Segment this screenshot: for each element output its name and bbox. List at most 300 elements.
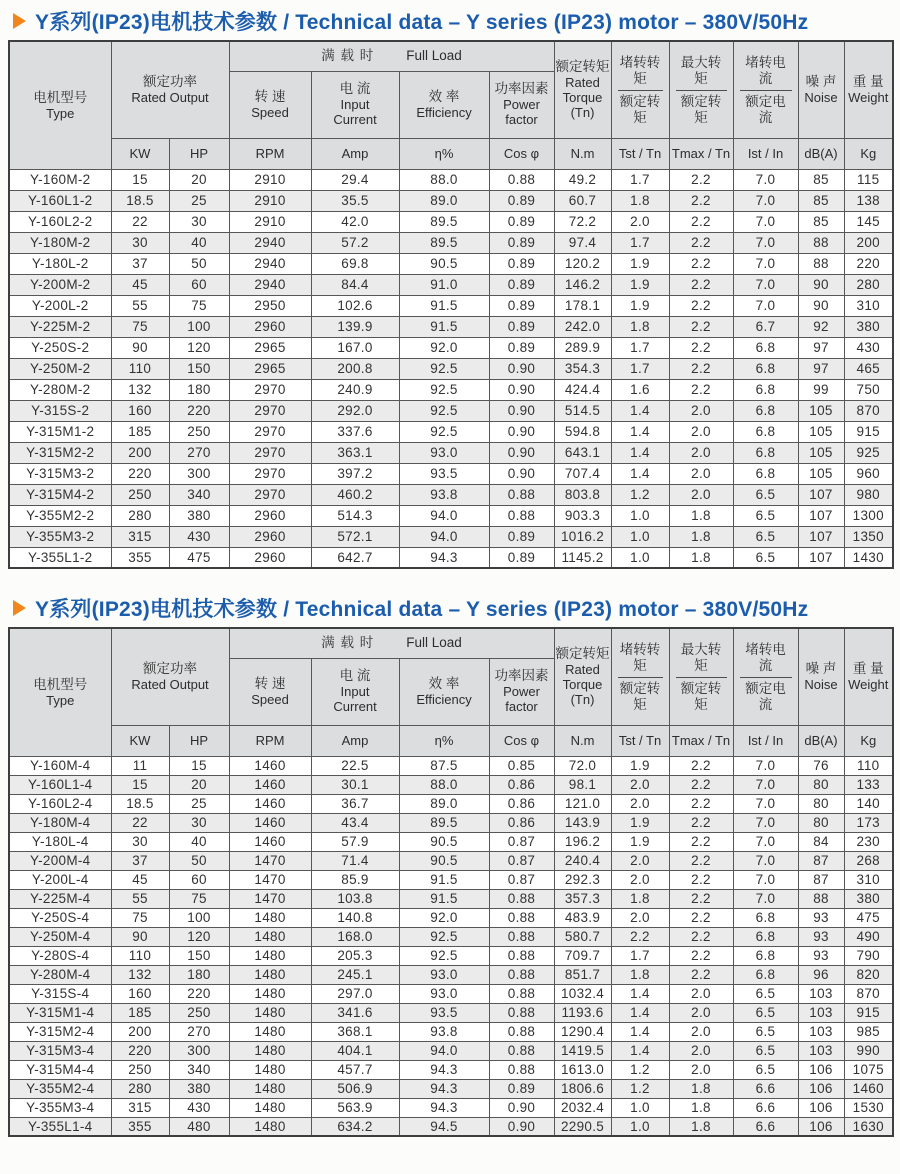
unit-nm: N.m [554,725,611,756]
col-header-speed: 转 速 Speed [229,71,311,138]
spec-value-cell: 50 [169,851,229,870]
spec-value-cell: 514.3 [311,505,399,526]
spec-value-cell: 2965 [229,337,311,358]
table-row [9,400,893,421]
spec-value-cell: 2.0 [669,442,733,463]
spec-value-cell: 25 [169,190,229,211]
spec-value-cell: 250 [169,1003,229,1022]
spec-value-cell: 0.90 [489,421,554,442]
spec-value-cell: 1.2 [611,1079,669,1098]
spec-value-cell: 91.0 [399,274,489,295]
spec-value-cell: 7.0 [733,169,798,190]
spec-value-cell: 6.8 [733,946,798,965]
spec-value-cell: 37 [111,851,169,870]
motor-type-cell: Y-200L-4 [9,870,111,889]
spec-value-cell: 6.5 [733,1022,798,1041]
spec-value-cell: 6.5 [733,984,798,1003]
table-row [9,442,893,463]
spec-value-cell: 1480 [229,946,311,965]
spec-value-cell: 71.4 [311,851,399,870]
spec-value-cell: 84.4 [311,274,399,295]
spec-value-cell: 1613.0 [554,1060,611,1079]
spec-value-cell: 430 [844,337,893,358]
table-body [9,756,893,1136]
spec-value-cell: 88 [798,232,844,253]
motor-type-cell: Y-315M4-2 [9,484,111,505]
spec-value-cell: 2.2 [669,832,733,851]
table-row [9,794,893,813]
spec-value-cell: 132 [111,379,169,400]
spec-value-cell: 89.5 [399,211,489,232]
motor-type-cell: Y-160M-4 [9,756,111,775]
spec-value-cell: 220 [111,1041,169,1060]
spec-value-cell: 146.2 [554,274,611,295]
spec-value-cell: 94.3 [399,1098,489,1117]
motor-type-cell: Y-180M-2 [9,232,111,253]
section-title-text: Y系列(IP23)电机技术参数 / Technical data – Y series (IP23) motor – 380V/50Hz [35,10,809,34]
spec-value-cell: 40 [169,232,229,253]
spec-value-cell: 85 [798,190,844,211]
table-row [9,1098,893,1117]
spec-value-cell: 250 [111,1060,169,1079]
spec-value-cell: 29.4 [311,169,399,190]
spec-value-cell: 2.2 [669,794,733,813]
spec-value-cell: 380 [844,316,893,337]
spec-value-cell: 2950 [229,295,311,316]
spec-value-cell: 424.4 [554,379,611,400]
spec-value-cell: 7.0 [733,851,798,870]
spec-value-cell: 94.5 [399,1117,489,1136]
unit-tmax-tn: Tmax / Tn [669,138,733,169]
table-row [9,1041,893,1060]
spec-value-cell: 105 [798,400,844,421]
spec-value-cell: 1.4 [611,463,669,484]
spec-value-cell: 354.3 [554,358,611,379]
spec-value-cell: 85 [798,169,844,190]
spec-value-cell: 341.6 [311,1003,399,1022]
spec-value-cell: 594.8 [554,421,611,442]
unit-tmax-tn: Tmax / Tn [669,725,733,756]
spec-value-cell: 6.5 [733,1003,798,1022]
spec-value-cell: 2.0 [669,1041,733,1060]
spec-value-cell: 310 [844,870,893,889]
spec-value-cell: 572.1 [311,526,399,547]
spec-value-cell: 22 [111,813,169,832]
spec-value-cell: 133 [844,775,893,794]
spec-value-cell: 92.5 [399,946,489,965]
spec-value-cell: 2.2 [669,316,733,337]
unit-nm: N.m [554,138,611,169]
table-row [9,1003,893,1022]
motor-type-cell: Y-355L1-4 [9,1117,111,1136]
spec-value-cell: 1.8 [611,190,669,211]
spec-value-cell: 6.6 [733,1079,798,1098]
col-header-locked-torque-ratio: 堵转转矩 额定转矩 [611,628,669,725]
motor-type-cell: Y-200M-4 [9,851,111,870]
spec-value-cell: 1075 [844,1060,893,1079]
spec-value-cell: 2.2 [669,211,733,232]
unit-tst-tn: Tst / Tn [611,138,669,169]
spec-value-cell: 93 [798,927,844,946]
spec-value-cell: 6.8 [733,908,798,927]
spec-value-cell: 0.85 [489,756,554,775]
spec-value-cell: 315 [111,526,169,547]
table-row [9,756,893,775]
spec-value-cell: 120.2 [554,253,611,274]
unit-tst-tn: Tst / Tn [611,725,669,756]
spec-value-cell: 870 [844,984,893,1003]
col-header-full-load: 满 载 时 Full Load [229,628,554,658]
spec-value-cell: 102.6 [311,295,399,316]
spec-value-cell: 368.1 [311,1022,399,1041]
spec-value-cell: 88.0 [399,169,489,190]
spec-value-cell: 87 [798,870,844,889]
spec-value-cell: 0.89 [489,232,554,253]
spec-value-cell: 642.7 [311,547,399,568]
spec-value-cell: 1350 [844,526,893,547]
spec-value-cell: 87.5 [399,756,489,775]
spec-value-cell: 0.89 [489,211,554,232]
spec-value-cell: 30 [111,832,169,851]
spec-value-cell: 15 [169,756,229,775]
spec-value-cell: 85.9 [311,870,399,889]
spec-value-cell: 92.0 [399,337,489,358]
spec-value-cell: 103 [798,1041,844,1060]
spec-value-cell: 1480 [229,965,311,984]
spec-value-cell: 355 [111,547,169,568]
spec-value-cell: 145 [844,211,893,232]
col-header-locked-current-ratio: 堵转电流 额定电流 [733,628,798,725]
spec-value-cell: 37 [111,253,169,274]
spec-value-cell: 1480 [229,1098,311,1117]
spec-value-cell: 1.2 [611,484,669,505]
spec-value-cell: 250 [169,421,229,442]
table-row [9,421,893,442]
spec-value-cell: 7.0 [733,295,798,316]
spec-value-cell: 1480 [229,1060,311,1079]
spec-value-cell: 2.2 [669,253,733,274]
table-row [9,1079,893,1098]
unit-cos-phi: Cos φ [489,138,554,169]
spec-value-cell: 40 [169,832,229,851]
spec-value-cell: 150 [169,946,229,965]
spec-value-cell: 2.2 [669,232,733,253]
spec-value-cell: 2.0 [669,400,733,421]
spec-value-cell: 380 [844,889,893,908]
table-body [9,169,893,568]
spec-value-cell: 0.87 [489,832,554,851]
spec-value-cell: 1.8 [669,1098,733,1117]
spec-value-cell: 0.88 [489,965,554,984]
unit-rpm: RPM [229,138,311,169]
spec-value-cell: 105 [798,442,844,463]
table-row [9,190,893,211]
spec-value-cell: 94.3 [399,1079,489,1098]
spec-value-cell: 200.8 [311,358,399,379]
spec-value-cell: 107 [798,526,844,547]
col-header-current: 电 流 Input Current [311,658,399,725]
spec-value-cell: 55 [111,889,169,908]
motor-type-cell: Y-250M-2 [9,358,111,379]
motor-table-section-2pole [8,7,892,569]
spec-value-cell: 1530 [844,1098,893,1117]
spec-value-cell: 160 [111,984,169,1003]
col-header-rated-output: 额定功率 Rated Output [111,628,229,725]
spec-value-cell: 30 [111,232,169,253]
spec-value-cell: 6.8 [733,400,798,421]
motor-type-cell: Y-355M2-2 [9,505,111,526]
spec-value-cell: 0.88 [489,1060,554,1079]
spec-value-cell: 89.5 [399,813,489,832]
spec-value-cell: 903.3 [554,505,611,526]
spec-value-cell: 6.8 [733,421,798,442]
spec-value-cell: 0.88 [489,505,554,526]
table-row [9,889,893,908]
spec-value-cell: 43.4 [311,813,399,832]
spec-value-cell: 87 [798,851,844,870]
unit-rpm: RPM [229,725,311,756]
spec-value-cell: 1032.4 [554,984,611,1003]
spec-value-cell: 76 [798,756,844,775]
spec-value-cell: 315 [111,1098,169,1117]
spec-value-cell: 0.90 [489,442,554,463]
spec-value-cell: 103.8 [311,889,399,908]
spec-value-cell: 2.0 [611,211,669,232]
spec-value-cell: 30 [169,211,229,232]
spec-value-cell: 140 [844,794,893,813]
spec-value-cell: 250 [111,484,169,505]
spec-value-cell: 2960 [229,316,311,337]
spec-value-cell: 107 [798,484,844,505]
spec-value-cell: 1480 [229,1003,311,1022]
spec-value-cell: 475 [844,908,893,927]
spec-value-cell: 1.0 [611,547,669,568]
spec-value-cell: 2.2 [669,295,733,316]
spec-value-cell: 820 [844,965,893,984]
spec-value-cell: 1480 [229,984,311,1003]
col-header-type: 电机型号 Type [9,628,111,756]
spec-value-cell: 1145.2 [554,547,611,568]
spec-value-cell: 490 [844,927,893,946]
motor-type-cell: Y-225M-4 [9,889,111,908]
spec-value-cell: 1460 [844,1079,893,1098]
motor-type-cell: Y-315M4-4 [9,1060,111,1079]
spec-value-cell: 2970 [229,442,311,463]
spec-value-cell: 480 [169,1117,229,1136]
spec-value-cell: 6.6 [733,1098,798,1117]
spec-value-cell: 132 [111,965,169,984]
motor-type-cell: Y-315M3-2 [9,463,111,484]
spec-value-cell: 20 [169,169,229,190]
col-header-full-load: 满 载 时 Full Load [229,41,554,71]
col-header-max-torque-ratio: 最大转矩 额定转矩 [669,41,733,138]
motor-type-cell: Y-250S-2 [9,337,111,358]
spec-value-cell: 6.7 [733,316,798,337]
spec-value-cell: 80 [798,775,844,794]
table-header [9,41,893,169]
table-row [9,526,893,547]
spec-value-cell: 1.9 [611,274,669,295]
motor-type-cell: Y-160L1-2 [9,190,111,211]
spec-value-cell: 2.2 [669,358,733,379]
motor-type-cell: Y-355L1-2 [9,547,111,568]
spec-value-cell: 851.7 [554,965,611,984]
spec-value-cell: 94.0 [399,1041,489,1060]
spec-value-cell: 2960 [229,526,311,547]
spec-value-cell: 138 [844,190,893,211]
spec-value-cell: 1.9 [611,253,669,274]
spec-value-cell: 2.2 [669,851,733,870]
spec-value-cell: 1.0 [611,1098,669,1117]
col-header-weight: 重 量 Weight [844,41,893,138]
motor-type-cell: Y-225M-2 [9,316,111,337]
unit-ist-in: Ist / In [733,138,798,169]
spec-value-cell: 92 [798,316,844,337]
section-title [13,7,892,34]
spec-value-cell: 707.4 [554,463,611,484]
spec-value-cell: 110 [844,756,893,775]
spec-value-cell: 1480 [229,1041,311,1060]
spec-value-cell: 0.90 [489,1117,554,1136]
unit-dba: dB(A) [798,138,844,169]
unit-amp: Amp [311,138,399,169]
table-row [9,775,893,794]
spec-value-cell: 7.0 [733,775,798,794]
spec-value-cell: 93.8 [399,484,489,505]
table-row [9,337,893,358]
spec-value-cell: 2.0 [611,794,669,813]
table-row [9,295,893,316]
spec-value-cell: 1480 [229,1117,311,1136]
spec-value-cell: 30.1 [311,775,399,794]
motor-type-cell: Y-180L-4 [9,832,111,851]
table-header [9,628,893,756]
motor-type-cell: Y-355M2-4 [9,1079,111,1098]
spec-value-cell: 289.9 [554,337,611,358]
spec-value-cell: 292.0 [311,400,399,421]
spec-value-cell: 0.86 [489,775,554,794]
spec-value-cell: 93.0 [399,442,489,463]
spec-value-cell: 106 [798,1098,844,1117]
spec-value-cell: 1300 [844,505,893,526]
spec-value-cell: 20 [169,775,229,794]
spec-value-cell: 90 [798,274,844,295]
spec-value-cell: 35.5 [311,190,399,211]
spec-value-cell: 205.3 [311,946,399,965]
spec-value-cell: 97 [798,358,844,379]
spec-value-cell: 2.2 [669,169,733,190]
spec-value-cell: 1460 [229,775,311,794]
spec-value-cell: 803.8 [554,484,611,505]
spec-value-cell: 2970 [229,484,311,505]
spec-value-cell: 1.0 [611,505,669,526]
spec-value-cell: 380 [169,505,229,526]
motor-type-cell: Y-160L2-2 [9,211,111,232]
spec-value-cell: 220 [169,984,229,1003]
spec-value-cell: 92.0 [399,908,489,927]
spec-value-cell: 105 [798,463,844,484]
spec-value-cell: 1.4 [611,421,669,442]
unit-kw: KW [111,138,169,169]
spec-value-cell: 0.89 [489,190,554,211]
spec-value-cell: 1.4 [611,442,669,463]
spec-value-cell: 0.89 [489,295,554,316]
spec-value-cell: 72.2 [554,211,611,232]
spec-value-cell: 75 [169,889,229,908]
spec-value-cell: 960 [844,463,893,484]
spec-value-cell: 57.2 [311,232,399,253]
spec-value-cell: 0.88 [489,169,554,190]
spec-value-cell: 7.0 [733,889,798,908]
table-row [9,316,893,337]
spec-value-cell: 292.3 [554,870,611,889]
spec-value-cell: 870 [844,400,893,421]
spec-value-cell: 106 [798,1079,844,1098]
col-header-power-factor: 功率因素 Power factor [489,71,554,138]
spec-value-cell: 1470 [229,851,311,870]
spec-value-cell: 1.0 [611,526,669,547]
spec-value-cell: 220 [169,400,229,421]
spec-value-cell: 139.9 [311,316,399,337]
spec-value-cell: 22 [111,211,169,232]
spec-value-cell: 1480 [229,908,311,927]
spec-value-cell: 580.7 [554,927,611,946]
table-row [9,379,893,400]
spec-value-cell: 355 [111,1117,169,1136]
spec-value-cell: 85 [798,211,844,232]
spec-value-cell: 2.0 [669,1003,733,1022]
table-row [9,463,893,484]
spec-value-cell: 1.8 [611,889,669,908]
spec-value-cell: 2970 [229,421,311,442]
col-header-type: 电机型号 Type [9,41,111,169]
spec-value-cell: 1.4 [611,1022,669,1041]
spec-value-cell: 1460 [229,813,311,832]
arrow-icon [13,13,26,29]
spec-value-cell: 2.0 [611,775,669,794]
spec-value-cell: 6.5 [733,484,798,505]
spec-value-cell: 2.0 [611,851,669,870]
spec-value-cell: 7.0 [733,794,798,813]
spec-value-cell: 15 [111,775,169,794]
spec-value-cell: 6.5 [733,1060,798,1079]
col-header-speed: 转 速 Speed [229,658,311,725]
spec-value-cell: 150 [169,358,229,379]
spec-value-cell: 514.5 [554,400,611,421]
spec-value-cell: 110 [111,358,169,379]
spec-value-cell: 98.1 [554,775,611,794]
spec-value-cell: 1460 [229,756,311,775]
spec-value-cell: 245.1 [311,965,399,984]
spec-value-cell: 6.8 [733,965,798,984]
spec-value-cell: 1.7 [611,232,669,253]
spec-value-cell: 280 [111,505,169,526]
spec-value-cell: 363.1 [311,442,399,463]
spec-value-cell: 89.0 [399,190,489,211]
spec-value-cell: 1430 [844,547,893,568]
spec-value-cell: 2.2 [669,190,733,211]
spec-value-cell: 7.0 [733,211,798,232]
table-row [9,547,893,568]
spec-value-cell: 89.5 [399,232,489,253]
spec-value-cell: 1480 [229,927,311,946]
spec-value-cell: 200 [844,232,893,253]
spec-value-cell: 93 [798,946,844,965]
spec-value-cell: 0.88 [489,484,554,505]
table-row [9,1117,893,1136]
spec-value-cell: 140.8 [311,908,399,927]
spec-value-cell: 0.89 [489,547,554,568]
